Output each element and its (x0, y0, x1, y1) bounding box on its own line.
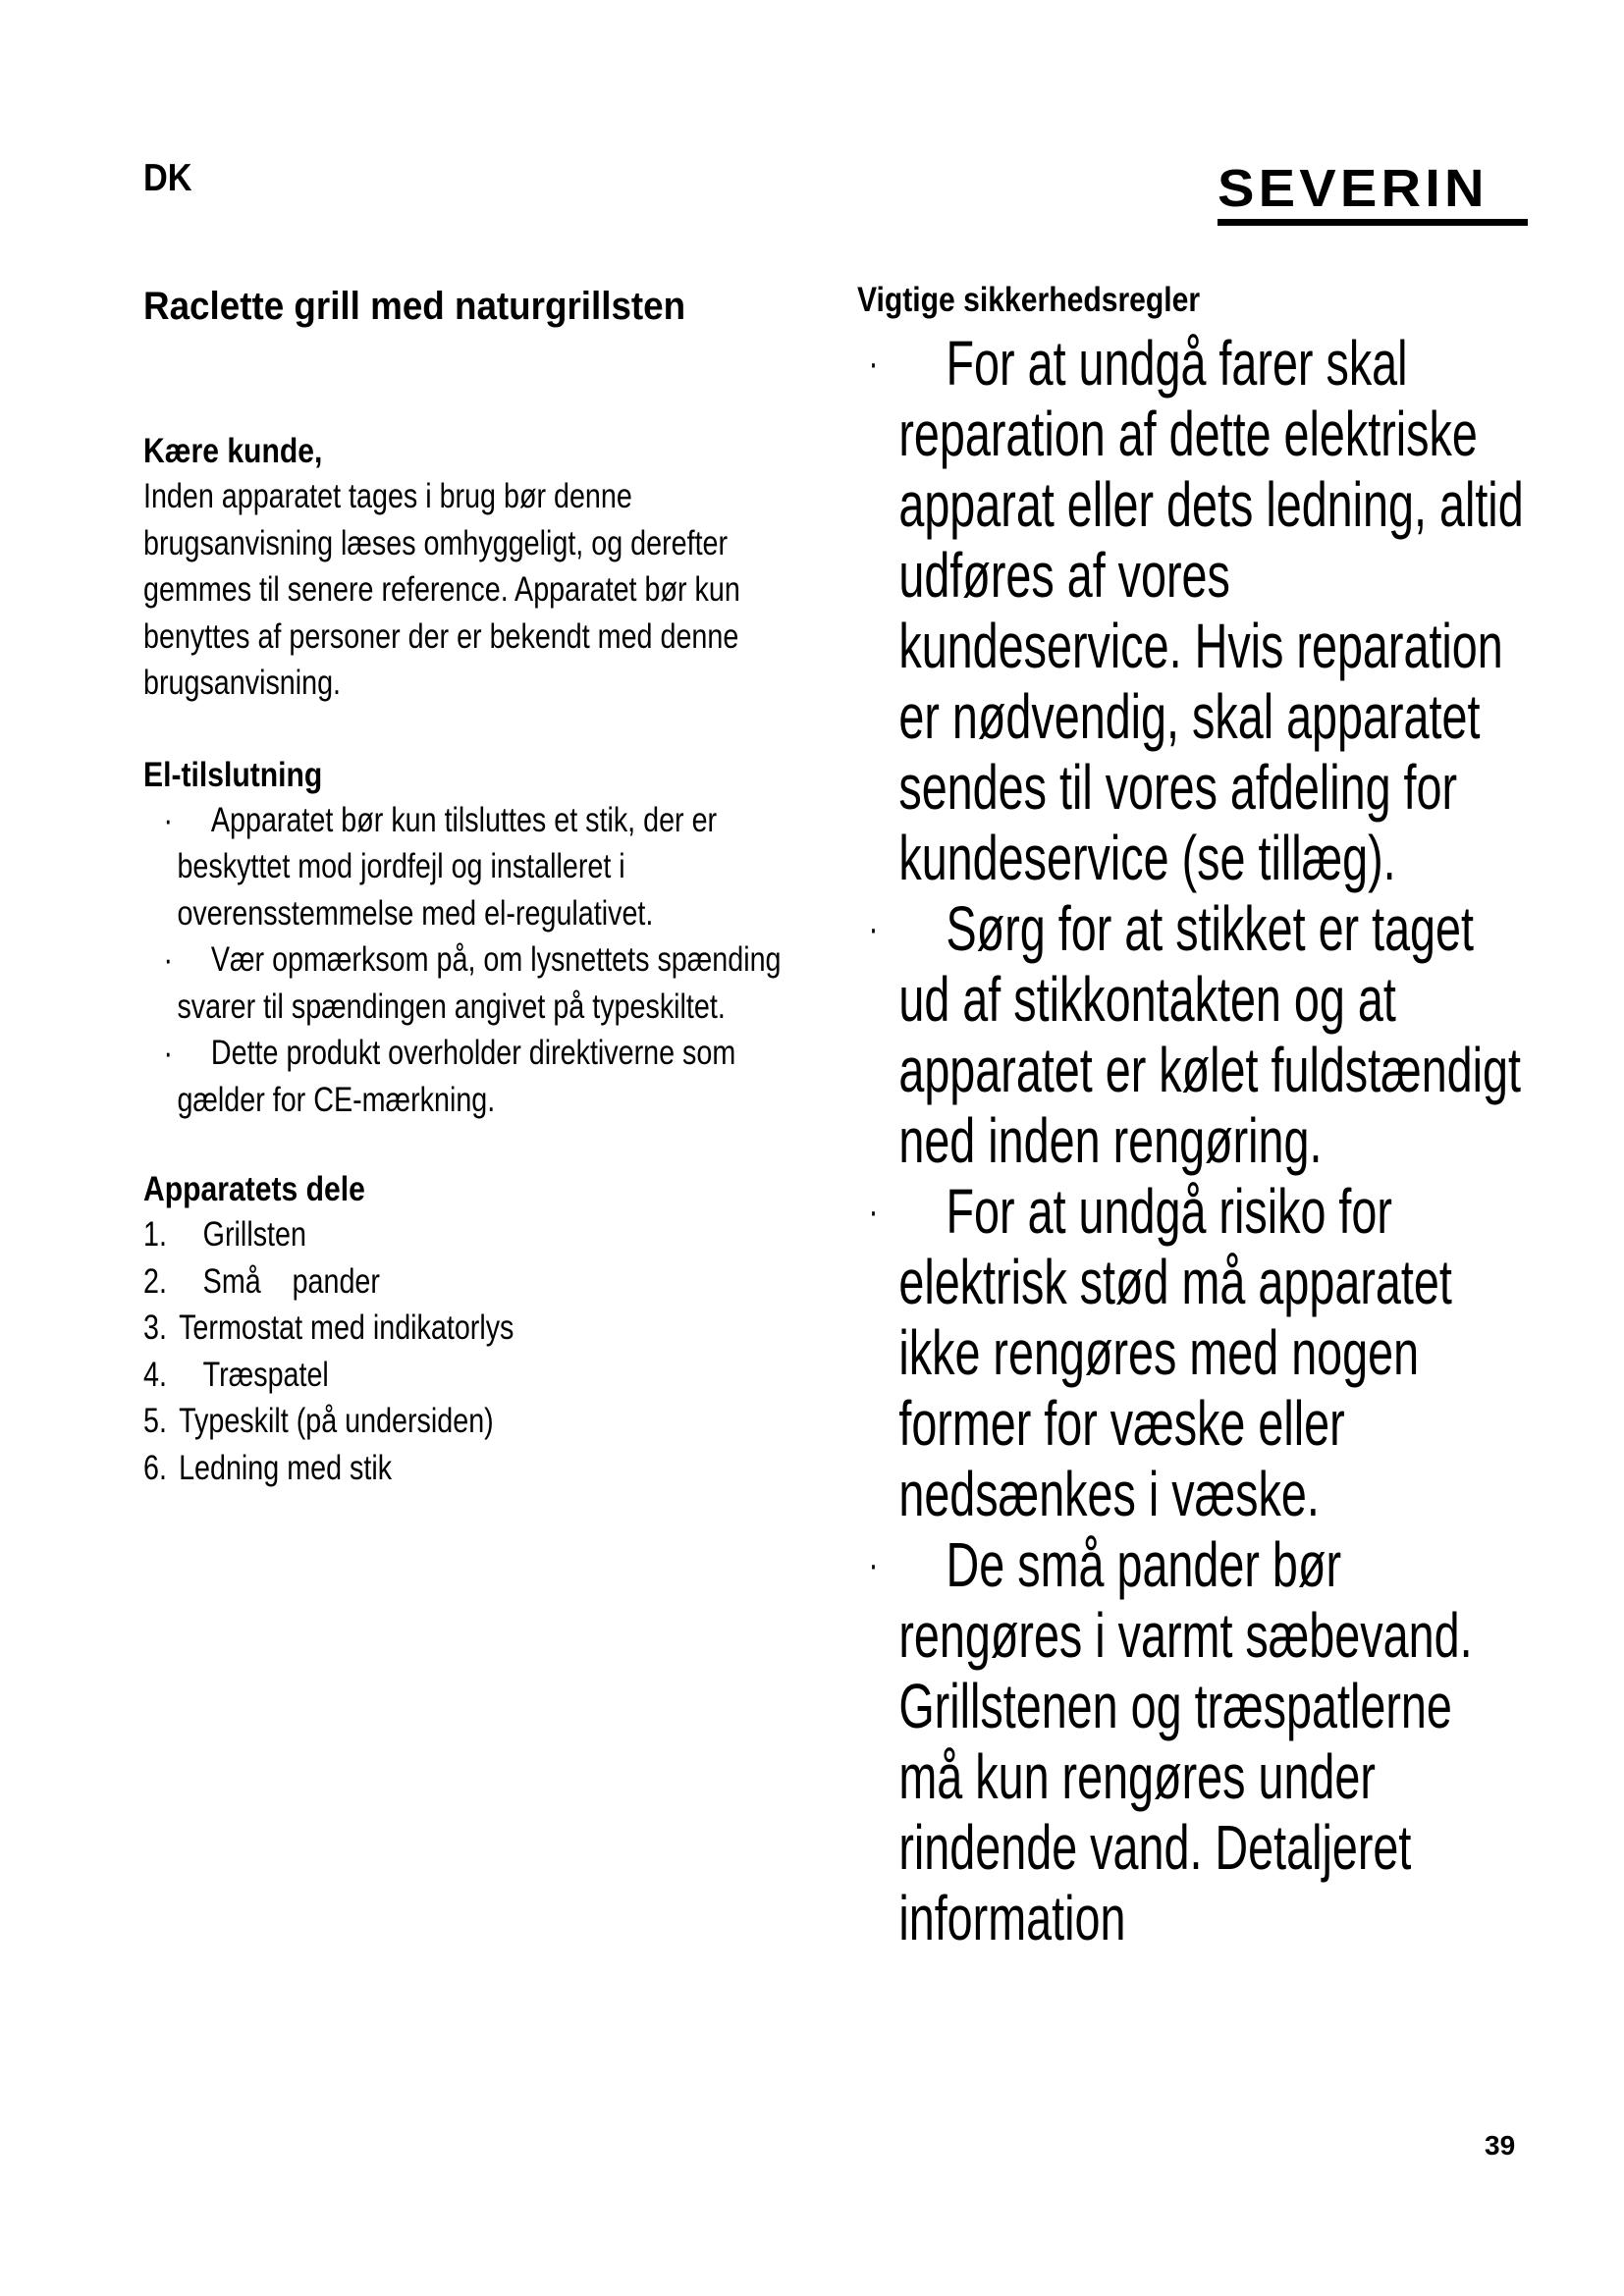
part-label: Grillsten (202, 1215, 306, 1254)
list-item-text: Dette produkt overholder direktiverne som gælder for CE-mærkning. (177, 1034, 736, 1119)
greeting-heading: Kære kunde, (143, 432, 323, 470)
right-column (857, 281, 1535, 1953)
electrical-heading: El-tilslutning (143, 755, 323, 794)
list-item (143, 797, 787, 937)
part-item (143, 1445, 707, 1492)
list-item (857, 328, 1524, 893)
page-number: 39 (1485, 2130, 1516, 2161)
part-label: Typeskilt (på undersiden) (179, 1402, 494, 1440)
intro-paragraph: Inden apparatet tages i brug bør denne brugsanvisning læses omhyggeligt, og derefter gemmes til senere reference. Apparatet bør kun benyttes af personer der er bekendt med denne brugsanvisning. (143, 477, 740, 702)
brand-logo (1218, 159, 1528, 229)
part-number: 4. (143, 1355, 167, 1394)
safety-heading: Vigtige sikkerhedsregler (857, 281, 1201, 319)
part-number: 3. (143, 1308, 167, 1347)
list-item-text: De små pander bør rengøres i varmt sæbevand. Grillstenen og træspatlerne må kun rengøres under rindende vand. Detaljeret information (898, 1529, 1473, 1953)
list-item-text: For at undgå farer skal reparation af dette elektriske apparat eller dets ledning, altid udføres af vores kundeservice. Hvis reparation er nødvendig, skal apparatet sendes til vores afdeling for kundeservice (se tillæg). (898, 328, 1524, 893)
list-item (857, 1529, 1524, 1953)
list-item-text: Apparatet bør kun tilsluttes et stik, der er beskyttet mod jordfejl og installeret i overensstemmelse med el-regulativet. (177, 800, 718, 933)
list-item (857, 1176, 1524, 1529)
list-item-text: For at undgå risiko for elektrisk stød må apparatet ikke rengøres med nogen former for væske eller nedsænkes i væske. (898, 1176, 1452, 1529)
bullet-icon: · (868, 1190, 879, 1233)
language-code: DK (143, 157, 192, 199)
bullet-icon: · (868, 342, 879, 385)
part-item (143, 1305, 707, 1352)
bullet-icon: · (163, 800, 174, 839)
part-item (143, 1258, 707, 1306)
brand-underline (1218, 219, 1528, 226)
list-item (857, 893, 1524, 1176)
part-label: Små pander (202, 1261, 380, 1301)
left-column (143, 285, 831, 1491)
part-item (143, 1398, 707, 1445)
safety-list (857, 328, 1535, 1953)
list-item (143, 936, 787, 1030)
bullet-icon: · (163, 1034, 174, 1072)
part-number: 2. (143, 1261, 167, 1301)
part-number: 6. (143, 1448, 167, 1487)
part-label: Ledning med stik (179, 1448, 393, 1487)
bullet-icon: · (868, 907, 879, 950)
part-item (143, 1352, 707, 1399)
parts-list (143, 1211, 831, 1491)
list-item-text: Vær opmærksom på, om lysnettets spænding svarer til spændingen angivet på typeskiltet. (177, 940, 782, 1026)
list-item (143, 1030, 787, 1123)
document-title: Raclette grill med naturgrillsten (143, 285, 686, 328)
bullet-icon: · (868, 1543, 879, 1586)
bullet-icon: · (163, 940, 174, 979)
parts-heading: Apparatets dele (143, 1170, 365, 1208)
part-label: Termostat med indikatorlys (179, 1308, 514, 1347)
electrical-list (143, 797, 831, 1124)
part-label: Træspatel (202, 1355, 329, 1394)
part-number: 5. (143, 1402, 167, 1440)
brand-wordmark: SEVERIN (1218, 159, 1489, 218)
list-item-text: Sørg for at stikket er taget ud af stikkontakten og at apparatet er kølet fuldstændigt ned inden rengøring. (898, 893, 1522, 1176)
part-item (143, 1211, 707, 1258)
part-number: 1. (143, 1215, 167, 1254)
